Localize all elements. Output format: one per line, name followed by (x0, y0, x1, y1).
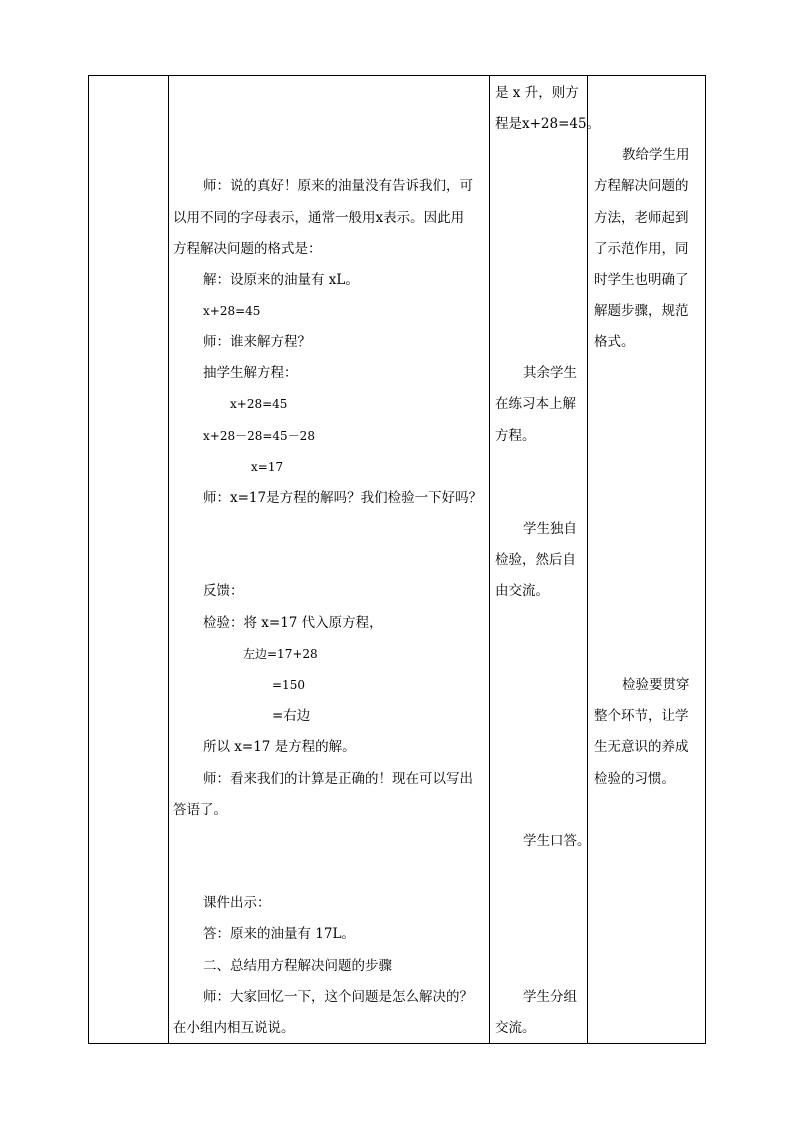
text-line: 交流。 (495, 1020, 536, 1036)
text-line: 师：x=17是方程的解吗？我们检验一下好吗？ (203, 490, 483, 506)
text-line: 是 x 升，则方 (495, 85, 579, 101)
text-line: 方法，老师起到 (594, 210, 689, 226)
text-line: 师：说的真好！原来的油量没有告诉我们，可 (203, 178, 473, 194)
text-line: 学生分组 (523, 989, 577, 1005)
text-line: 格式。 (594, 334, 635, 350)
text-line: 在练习本上解 (495, 396, 576, 412)
equation-line: x=17 (251, 460, 284, 474)
text-line: 方程解决问题的格式是： (173, 241, 322, 257)
text-line: 检验：将 x=17 代入原方程， (203, 615, 383, 631)
text-line: =右边 (272, 708, 311, 724)
teaching-process-column (169, 76, 489, 1043)
text-line: 在小组内相互说说。 (173, 1020, 295, 1036)
text-line: 检验的习惯。 (594, 771, 675, 787)
equation-line: x+28=45 (203, 304, 261, 318)
text-line: 方程。 (495, 428, 536, 444)
text-line: 其余学生 (523, 365, 577, 381)
design-intent-column (588, 76, 706, 1043)
text-line: 生无意识的养成 (594, 739, 689, 755)
lesson-table (88, 75, 706, 1044)
text-line: 答：原来的油量有 17L。 (203, 926, 355, 942)
text-line: 师：看来我们的计算是正确的！现在可以写出 (203, 771, 473, 787)
text-line: 解：设原来的油量有 xL。 (203, 272, 359, 288)
text-line: 学生独自 (523, 521, 577, 537)
text-line: 反馈： (203, 583, 244, 599)
text-line: 课件出示： (203, 895, 271, 911)
equation-line: =150 (272, 678, 305, 692)
text-line: 答语了。 (173, 802, 227, 818)
equation-line: x+28=45 (230, 397, 288, 411)
text-line: 师：谁来解方程？ (203, 334, 311, 350)
text-line: 程是x+28=45。 (495, 116, 601, 132)
text-line: 所以 x=17 是方程的解。 (203, 739, 356, 755)
text-line: 抽学生解方程： (203, 365, 298, 381)
text-line: 以用不同的字母表示，通常一般用x表示。因此用 (173, 210, 465, 226)
text-line: 教给学生用 (622, 147, 690, 163)
equation-line: x+28－28=45－28 (203, 429, 315, 443)
text-line: 学生口答。 (523, 833, 591, 849)
equation-line: 左边=17+28 (243, 647, 318, 661)
text-line: 时学生也明确了 (594, 272, 689, 288)
text-line: 师：大家回忆一下，这个问题是怎么解决的？ (203, 989, 473, 1005)
stage-column (89, 76, 168, 1043)
text-line: 检验，然后自 (495, 552, 576, 568)
student-activity-column (490, 76, 601, 1043)
section-heading: 二、总结用方程解决问题的步骤 (203, 958, 392, 974)
text-line: 检验要贯穿 (622, 677, 690, 693)
text-line: 整个环节，让学 (594, 708, 689, 724)
text-line: 方程解决问题的 (594, 178, 689, 194)
text-line: 由交流。 (495, 583, 549, 599)
text-line: 了示范作用，同 (594, 241, 689, 257)
text-line: 解题步骤，规范 (594, 303, 689, 319)
